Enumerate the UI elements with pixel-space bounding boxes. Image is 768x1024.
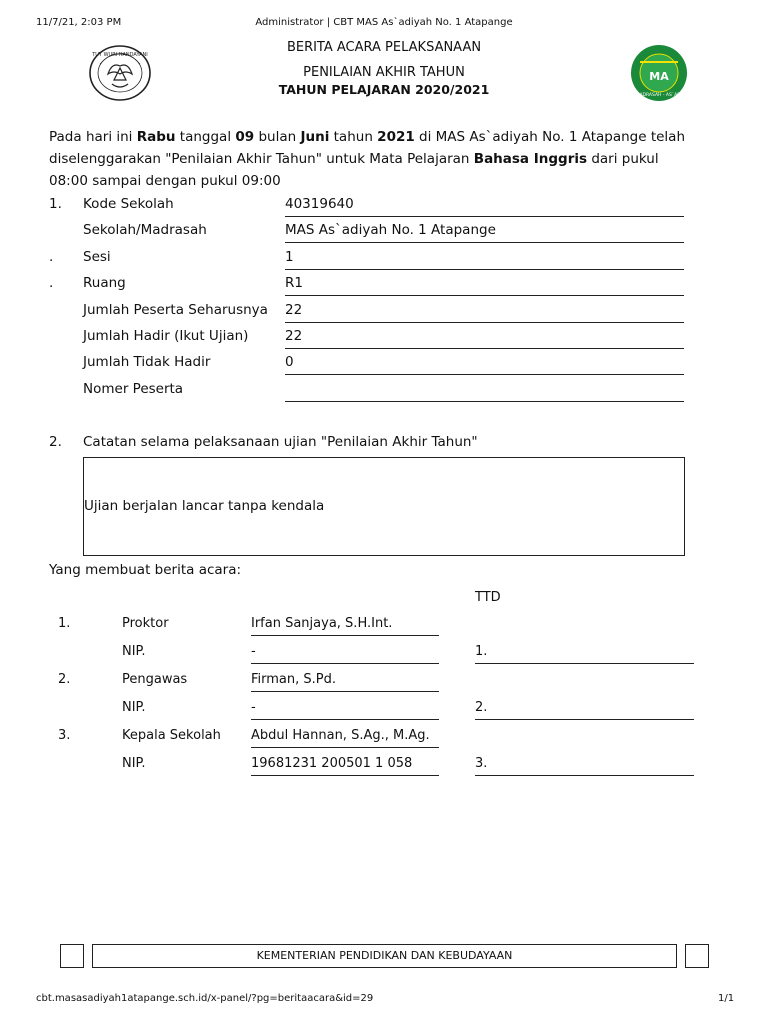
row-label: Jumlah Peserta Seharusnya [83, 302, 268, 318]
signers-intro: Yang membuat berita acara: [49, 562, 242, 578]
exam-subject: Bahasa Inggris [473, 151, 588, 167]
print-url: cbt.masasadiyah1atapange.sch.id/x-panel/?pg=beritaacara&id=29 [36, 993, 374, 1004]
row-label: Kode Sekolah [83, 196, 174, 212]
row-label: Nomer Peserta [83, 381, 184, 397]
signer-nip-label: NIP. [122, 700, 146, 715]
signer-nip: - [251, 644, 439, 664]
tut-wuri-text: TUT WURI HANDAYANI [92, 52, 148, 58]
signer-signature-line: 2. [475, 700, 694, 720]
row-value [285, 381, 684, 402]
heading-line-2: PENILAIAN AKHIR TAHUN [303, 65, 465, 80]
row-prefix: . [49, 249, 54, 265]
signer-nip: - [251, 700, 439, 720]
signer-role: Proktor [122, 616, 169, 631]
row-value: 1 [285, 249, 684, 270]
row-value: MAS As`adiyah No. 1 Atapange [285, 222, 684, 243]
row-value: 0 [285, 354, 684, 375]
signer-number: 1. [58, 616, 71, 631]
notes-box [83, 457, 685, 556]
signer-name: Firman, S.Pd. [251, 672, 439, 692]
exam-day: Rabu [136, 129, 176, 145]
row-prefix: . [49, 275, 54, 291]
footer-left-square [60, 944, 84, 968]
exam-month: Juni [300, 129, 330, 145]
heading-line-3: TAHUN PELAJARAN 2020/2021 [278, 82, 490, 97]
signer-name: Abdul Hannan, S.Ag., M.Ag. [251, 728, 439, 748]
signer-signature-line: 3. [475, 756, 694, 776]
row-label: Jumlah Hadir (Ikut Ujian) [83, 328, 249, 344]
row-label: Ruang [83, 275, 126, 291]
ttd-label: TTD [475, 590, 501, 605]
row-label: Sekolah/Madrasah [83, 222, 207, 238]
footer-right-square [685, 944, 709, 968]
row-value: 22 [285, 302, 684, 323]
heading-line-1: BERITA ACARA PELAKSANAAN [286, 40, 482, 55]
row-label: Sesi [83, 249, 111, 265]
svg-text:MA: MA [649, 70, 669, 83]
intro-paragraph: Pada hari ini Rabu tanggal 09 bulan Juni tahun 2021 di MAS As`adiyah No. 1 Atapange telah diselenggarakan "Penilaian Akhir Tahun" untuk Mata Pelajaran Bahasa Inggris dari pukul 08:00 sampai dengan pukul 09:00 [49, 129, 686, 189]
exam-year: 2021 [377, 129, 415, 145]
section-2-number: 2. [49, 434, 62, 450]
row-value: 22 [285, 328, 684, 349]
section-2-label: Catatan selama pelaksanaan ujian "Penilaian Akhir Tahun" [83, 434, 478, 450]
signer-role: Kepala Sekolah [122, 728, 221, 743]
footer-ministry-box: KEMENTERIAN PENDIDIKAN DAN KEBUDAYAAN [92, 944, 677, 968]
row-value: R1 [285, 275, 684, 296]
signer-role: Pengawas [122, 672, 188, 687]
signer-signature-line: 1. [475, 644, 694, 664]
notes-text: Ujian berjalan lancar tanpa kendala [84, 498, 325, 514]
signer-nip: 19681231 200501 1 058 [251, 756, 439, 776]
print-page-number: 1/1 [718, 993, 735, 1004]
madrasah-logo-text: MA MADRASAH - AS`ADIYAH [630, 93, 688, 98]
row-value: 40319640 [285, 196, 684, 217]
signer-nip-label: NIP. [122, 644, 146, 659]
row-label: Jumlah Tidak Hadir [83, 354, 211, 370]
section-1-number: 1. [49, 196, 62, 212]
print-datetime: 11/7/21, 2:03 PM [36, 17, 122, 28]
print-page-title: Administrator | CBT MAS As`adiyah No. 1 Atapange [255, 17, 513, 28]
exam-date: 09 [235, 129, 255, 145]
signer-number: 3. [58, 728, 71, 743]
signer-nip-label: NIP. [122, 756, 146, 771]
signer-name: Irfan Sanjaya, S.H.Int. [251, 616, 439, 636]
signer-number: 2. [58, 672, 71, 687]
